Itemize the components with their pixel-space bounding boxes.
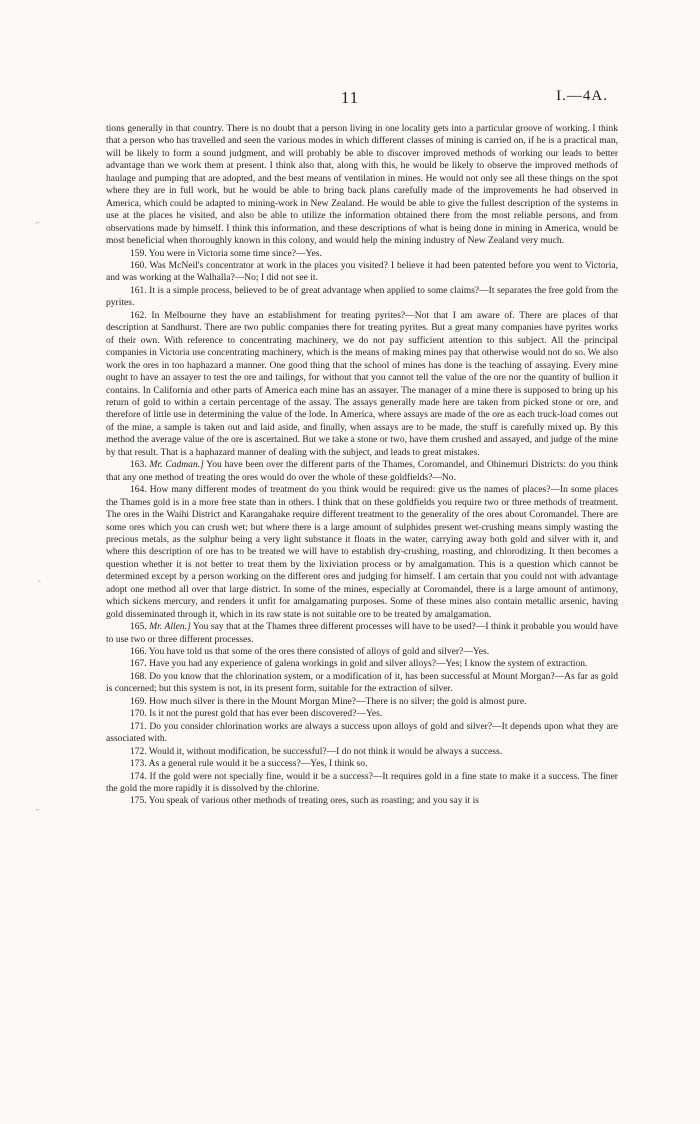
paragraph: 164. How many different modes of treatment do you think would be required: give us the names of places?—In some places the Thames gold is in a more free state than in others. I think that on these goldfields you require two or three methods of treatment. The ores in the Waihi District and Karangahake require different treatment to the generality of the ores about Coromandel. There are some ores which you can crush wet; but where there is a large amount of sulphides present wet-crushing means simply wasting the precious metals, as the sulphur being a very light substance it floats in the water, carrying away both gold and silver with it, and where this description of ore has to be treated we will have to establish dry-crushing, roasting, and chlorodizing. It then becomes a question whether it is not better to treat them by the lixiviation process or by amalgamation. This is a question which cannot be determined except by a person working on the different ores and judging for himself. I am certain that you could not with advantage adopt one method all over that large district. In some of the mines, especially at Coromandel, there is a large amount of antimony, which sickens mercury, and renders it unfit for amalgamating purposes. Some of these mines also contain metallic arsenic, having gold disseminated through it, which in its raw state is not suitable ore to be treated by amalgamation. bbox=[106, 484, 618, 620]
paragraph: 175. You speak of various other methods of treating ores, such as roasting; and you say it is bbox=[130, 795, 479, 807]
document-reference: I.—4A. bbox=[556, 88, 608, 104]
margin-mark: ⌐ bbox=[36, 805, 41, 814]
paragraph: 172. Would it, without modification, be successful?—I do not think it would be always a success. bbox=[130, 745, 503, 757]
margin-mark: ˷ bbox=[38, 573, 41, 582]
paragraph: 167. Have you had any experience of galena workings in gold and silver alloys?—Yes; I know the system of extraction. bbox=[130, 658, 588, 670]
paragraph-text: You have been over the different parts of the Thames, Coromandel, and Ohinemuri Districts: do you think that any one method of treating the ores would do over the whole of these goldfields?—No. bbox=[106, 459, 619, 483]
paragraph bbox=[106, 459, 618, 484]
paragraph: 170. Is it not the purest gold that has ever been discovered?—Yes. bbox=[130, 708, 383, 720]
paragraph: 168. Do you know that the chlorination system, or a modification of it, has been successful at Mount Morgan?—As far as gold is concerned; but this system is not, in its present form, suitable for the extraction of silver. bbox=[106, 670, 618, 695]
margin-mark: ⌐ bbox=[36, 218, 41, 227]
paragraph: 174. If the gold were not specially fine, would it be a success?—It requires gold in a fine state to make it a success. The finer the gold the more rapidly it is dissolved by the chlorine. bbox=[106, 770, 618, 795]
paragraph: 162. In Melbourne they have an establishment for treating pyrites?—Not that I am aware of. There are places of that description at Sandhurst. There are two public companies there for treating pyrites. But a great many companies have pyrites works of their own. With reference to concentrating machinery, we do not pay sufficient attention to this subject. All the principal companies in Victoria use concentrating machinery, which is the means of making mines pay that otherwise would not do so. We also work the ores in too haphazard a manner. One good thing that the school of mines has done is the teaching of assaying. Every mine ought to have an assayer to test the ore and tailings, for without that you cannot tell the value of the ore nor the quantity of bullion it contains. In California and other parts of America each mine has an assayer. The manager of a mine there is supposed to bring up his return of gold to within a certain percentage of the assay. The assays generally made here are taken from picked stone or ore, and therefore of little use in determining the value of the lode. In America, where assays are made of the ore as each truck-load comes out of the mine, a sample is taken out and laid aside, and finally, when assays are to be made, the stuff is carefully mixed up. By this method the average value of the ore is ascertained. But we take a stone or two, have them crushed and assayed, and judge of the mine by that result. That is a haphazard manner of dealing with the subject, and leads to great mistakes. bbox=[106, 309, 618, 458]
paragraph: 161. It is a simple process, believed to be of great advantage when applied to some claims?—It separates the free gold from the pyrites. bbox=[106, 284, 618, 309]
paragraph: 171. Do you consider chlorination works are always a success upon alloys of gold and silver?—It depends upon what they are associated with. bbox=[106, 720, 618, 745]
question-number: 165. bbox=[130, 621, 147, 633]
paragraph: 173. As a general rule would it be a success?—Yes, I think so. bbox=[130, 758, 368, 770]
question-number: 163. bbox=[130, 459, 147, 471]
paragraph: 160. Was McNeil's concentrator at work in the places you visited? I believe it had been patented before you went to Victoria, and was working at the Walhalla?—No; I did not see it. bbox=[106, 259, 618, 284]
speaker-name: Mr. Cadman.] bbox=[149, 459, 204, 471]
page-number: 11 bbox=[340, 88, 360, 107]
body-text bbox=[106, 123, 618, 808]
paragraph: 169. How much silver is there in the Mount Morgan Mine?—There is no silver; the gold is almost pure. bbox=[130, 695, 527, 707]
paragraph: tions generally in that country. There is no doubt that a person living in one locality gets into a particular groove of working. I think that a person who has travelled and seen the various modes in which different classes of mining is carried on, if he is a practical man, will be likely to form a sound judgment, and will probably be able to discover improved methods of working our leads to better advantage than we work them at present. I think also that, along with this, he would be likely to observe the improved methods of haulage and pumping that are adopted, and the best means of ventilation in mines. He would not only see all these things on the spot where they are in full work, but he would be able to bring back plans carefully made of the improvements he had observed in America, which could be adapted to mining-work in New Zealand. He would be able to give the fullest description of the systems in use at the places he visited, and also be able to utilize the information obtained there from the most reliable persons, and from observations made by himself. I think this information, and these descriptions of what is being done in mining in America, would be most beneficial when thoroughly known in this colony, and would help the mining industry of New Zealand very much. bbox=[106, 123, 618, 247]
paragraph: 159. You were in Victoria some time since?—Yes. bbox=[130, 247, 322, 259]
paragraph: 166. You have told us that some of the ores there consisted of alloys of gold and silver?—Yes. bbox=[130, 646, 490, 658]
paragraph-text: You say that at the Thames three different processes will have to be used?—I think it probable you would have to use two or three different processes. bbox=[106, 621, 618, 645]
paragraph bbox=[106, 621, 618, 646]
speaker-name: Mr. Allen.] bbox=[149, 621, 191, 633]
